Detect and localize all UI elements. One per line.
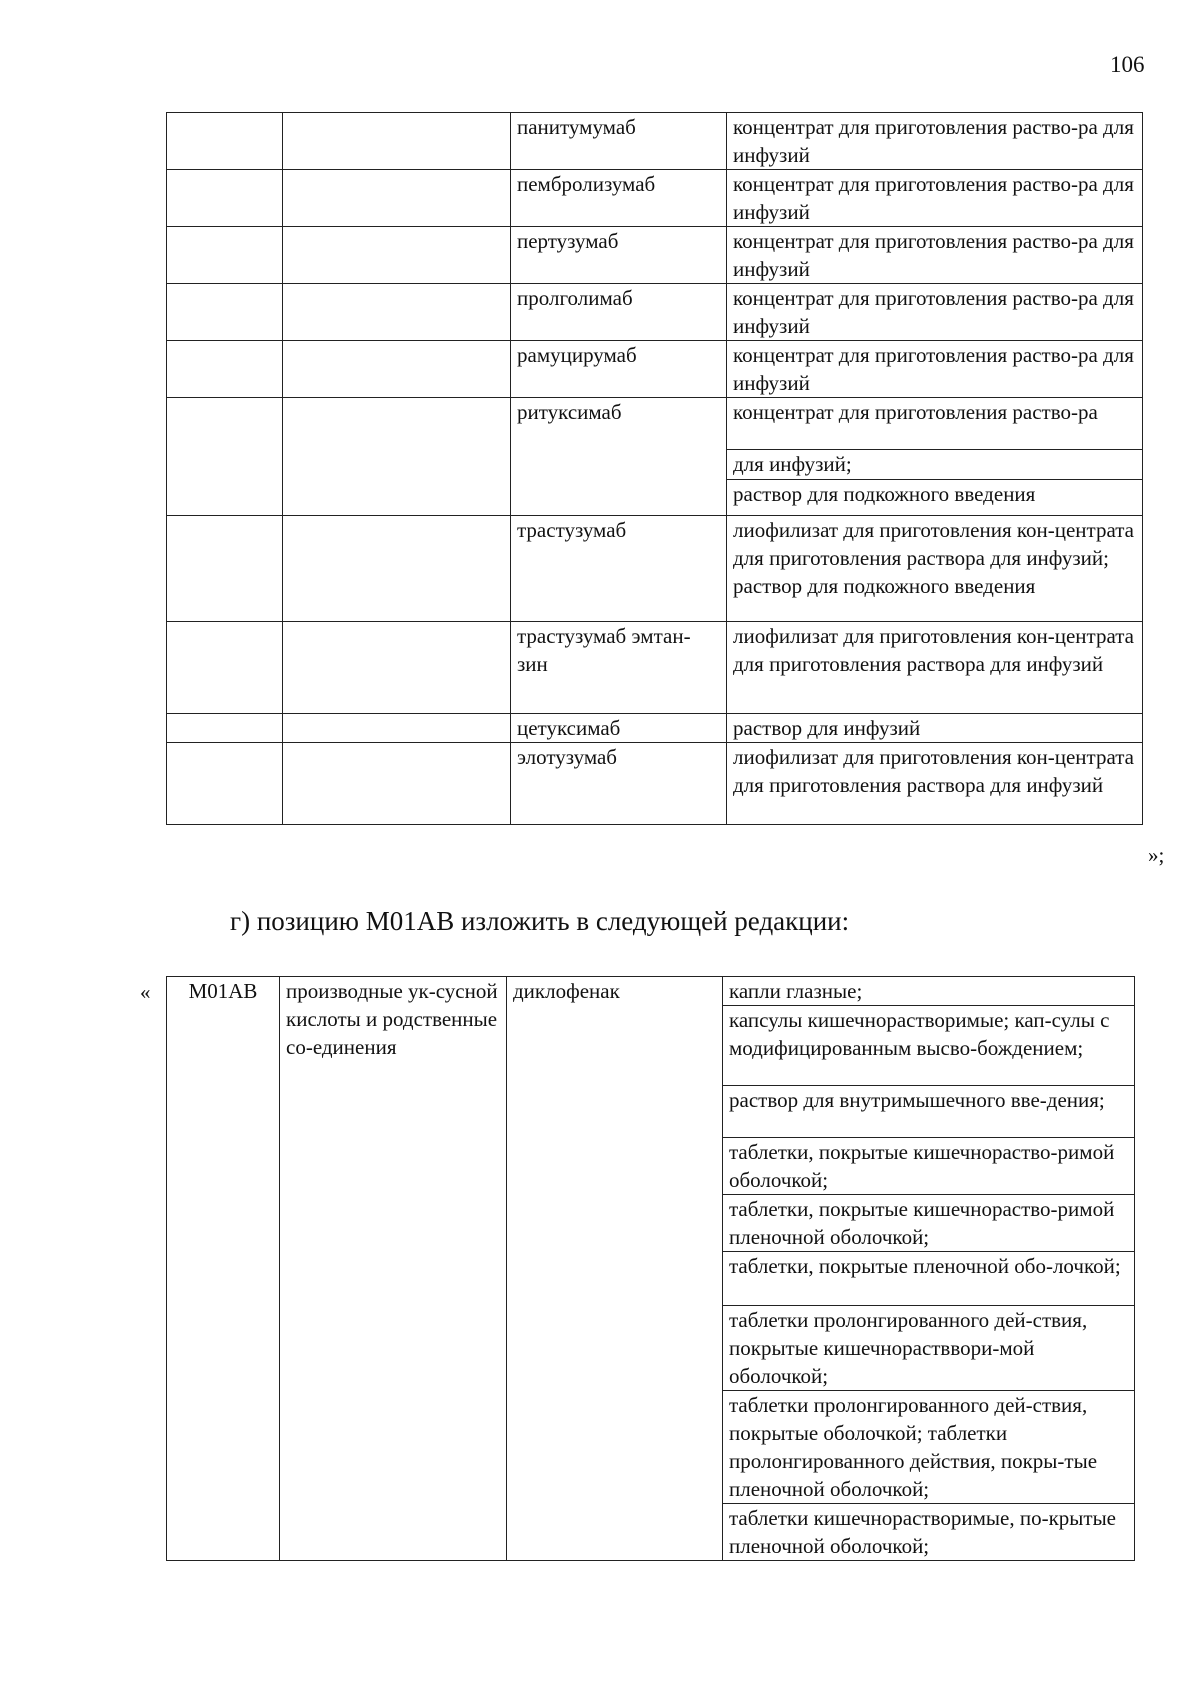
empty-code-cell — [167, 714, 283, 743]
drug-name-cell: рамуцирумаб — [511, 341, 727, 398]
empty-group-cell — [283, 341, 511, 398]
m01ab-table — [166, 976, 1135, 1561]
empty-code-cell — [167, 516, 283, 622]
dosage-form-cell: таблетки кишечнорастворимые, по-крытые пленочной оболочкой; — [723, 1504, 1135, 1561]
empty-group-cell — [283, 516, 511, 622]
table-row — [167, 113, 1143, 170]
empty-code-cell — [167, 341, 283, 398]
dosage-form-cell: лиофилизат для приготовления кон-центрата для приготовления раствора для инфузий — [727, 743, 1143, 825]
dosage-form-cell: раствор для внутримышечного вве-дения; — [723, 1086, 1135, 1138]
dosage-form-cell: таблетки пролонгированного дей-ствия, покрытые оболочкой; таблетки пролонгированного действия, покры-тые пленочной оболочкой; — [723, 1391, 1135, 1504]
dosage-form-cell: лиофилизат для приготовления кон-центрата для приготовления раствора для инфузий — [727, 622, 1143, 714]
table-row — [167, 743, 1143, 825]
empty-code-cell — [167, 398, 283, 516]
dosage-form-cell: раствор для подкожного введения — [727, 480, 1143, 516]
antibody-table — [166, 112, 1143, 825]
dosage-form-cell: лиофилизат для приготовления кон-центрата для приготовления раствора для инфузий; раствор для подкожного введения — [727, 516, 1143, 622]
table-row — [167, 714, 1143, 743]
drug-name-cell: цетуксимаб — [511, 714, 727, 743]
drug-name-cell: пембролизумаб — [511, 170, 727, 227]
dosage-form-cell: концентрат для приготовления раство-ра для инфузий — [727, 113, 1143, 170]
drug-name-cell: панитумумаб — [511, 113, 727, 170]
dosage-form-cell: концентрат для приготовления раство-ра — [727, 398, 1143, 450]
empty-code-cell — [167, 622, 283, 714]
empty-group-cell — [283, 170, 511, 227]
group-cell: производные ук-сусной кислоты и родственные со-единения — [280, 977, 507, 1561]
instruction-text: г) позицию M01AB изложить в следующей редакции: — [230, 906, 850, 936]
empty-group-cell — [283, 714, 511, 743]
table-row — [167, 977, 1135, 1006]
opening-quote: « — [140, 980, 151, 1004]
page-number: 106 — [1110, 52, 1145, 77]
dosage-form-cell: таблетки, покрытые пленочной обо-лочкой; — [723, 1252, 1135, 1306]
table-row — [167, 284, 1143, 341]
empty-group-cell — [283, 113, 511, 170]
dosage-form-cell: раствор для инфузий — [727, 714, 1143, 743]
table-row — [167, 341, 1143, 398]
drug-name-cell: трастузумаб — [511, 516, 727, 622]
dosage-form-cell: таблетки пролонгированного дей-ствия, покрытые кишечнорастввори-мой оболочкой; — [723, 1306, 1135, 1391]
dosage-form-cell: концентрат для приготовления раство-ра для инфузий — [727, 284, 1143, 341]
closing-quote: »; — [1148, 843, 1165, 867]
atc-code-cell: M01AB — [167, 977, 280, 1561]
dosage-form-cell: таблетки, покрытые кишечнораство-римой пленочной оболочкой; — [723, 1195, 1135, 1252]
table-row — [167, 398, 1143, 450]
empty-group-cell — [283, 398, 511, 516]
table-row — [167, 227, 1143, 284]
dosage-form-cell: капли глазные; — [723, 977, 1135, 1006]
dosage-form-cell: концентрат для приготовления раство-ра для инфузий — [727, 341, 1143, 398]
empty-code-cell — [167, 743, 283, 825]
drug-name-cell: пролголимаб — [511, 284, 727, 341]
table-row — [167, 170, 1143, 227]
drug-name-cell: ритуксимаб — [511, 398, 727, 516]
dosage-form-cell: для инфузий; — [727, 450, 1143, 480]
empty-code-cell — [167, 227, 283, 284]
table-row — [167, 516, 1143, 622]
dosage-form-cell: капсулы кишечнорастворимые; кап-сулы с модифицированным высво-бождением; — [723, 1006, 1135, 1086]
empty-code-cell — [167, 113, 283, 170]
drug-name-cell: диклофенак — [507, 977, 723, 1561]
empty-code-cell — [167, 284, 283, 341]
drug-name-cell: элотузумаб — [511, 743, 727, 825]
drug-name-cell: пертузумаб — [511, 227, 727, 284]
empty-code-cell — [167, 170, 283, 227]
drug-name-cell: трастузумаб эмтан-зин — [511, 622, 727, 714]
dosage-form-cell: концентрат для приготовления раство-ра для инфузий — [727, 227, 1143, 284]
empty-group-cell — [283, 227, 511, 284]
empty-group-cell — [283, 743, 511, 825]
empty-group-cell — [283, 284, 511, 341]
table-row — [167, 622, 1143, 714]
empty-group-cell — [283, 622, 511, 714]
dosage-form-cell: таблетки, покрытые кишечнораство-римой оболочкой; — [723, 1138, 1135, 1195]
dosage-form-cell: концентрат для приготовления раство-ра для инфузий — [727, 170, 1143, 227]
